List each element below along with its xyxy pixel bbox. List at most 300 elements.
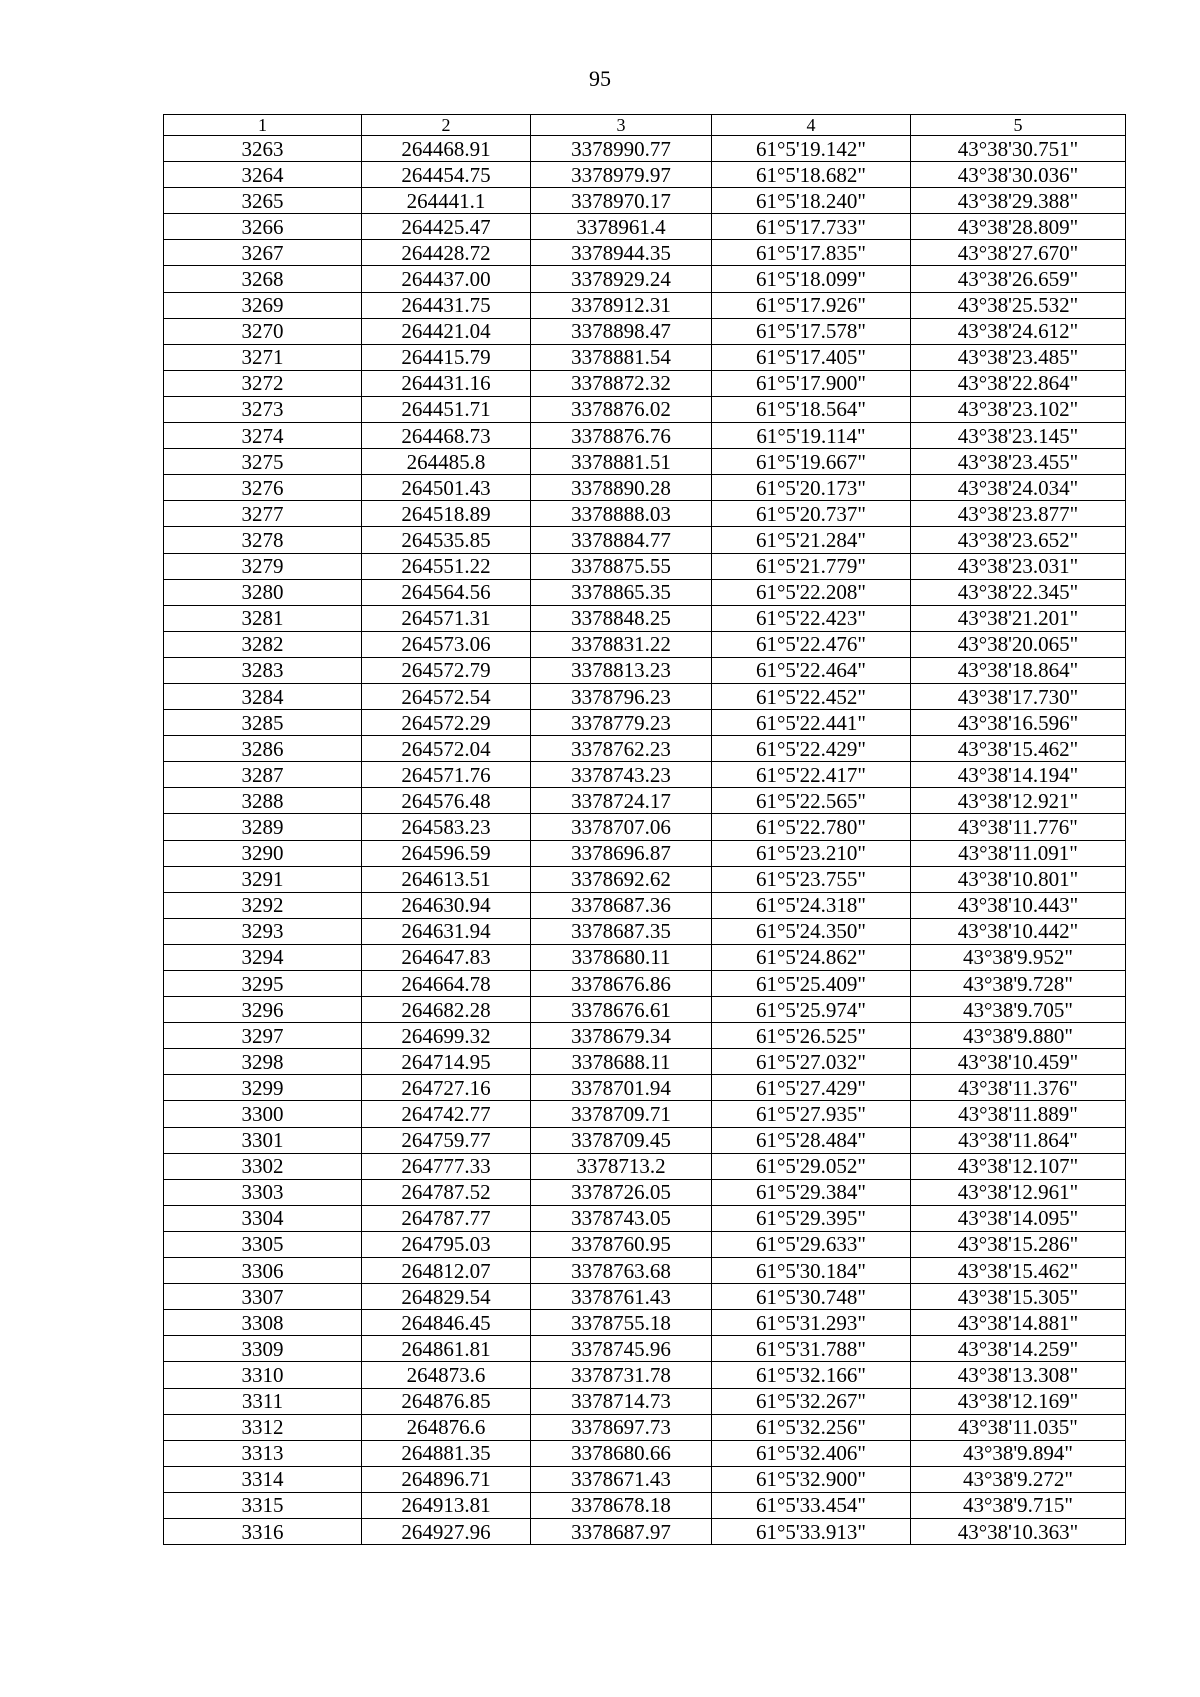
y-coordinate-cell: 3378678.18 (531, 1492, 712, 1518)
point-number-cell: 3287 (164, 762, 362, 788)
latitude-cell: 43°38'22.864" (911, 370, 1126, 396)
y-coordinate-cell: 3378701.94 (531, 1075, 712, 1101)
x-coordinate-cell: 264573.06 (362, 631, 531, 657)
x-coordinate-cell: 264873.6 (362, 1362, 531, 1388)
latitude-cell: 43°38'17.730" (911, 683, 1126, 709)
longitude-cell: 61°5'25.974" (712, 997, 911, 1023)
point-number-cell: 3297 (164, 1023, 362, 1049)
table-row (164, 527, 1126, 553)
y-coordinate-cell: 3378760.95 (531, 1231, 712, 1257)
longitude-cell: 61°5'29.384" (712, 1179, 911, 1205)
longitude-cell: 61°5'22.208" (712, 579, 911, 605)
table-row (164, 1518, 1126, 1544)
y-coordinate-cell: 3378990.77 (531, 136, 712, 162)
table-row (164, 553, 1126, 579)
point-number-cell: 3272 (164, 370, 362, 396)
longitude-cell: 61°5'32.267" (712, 1388, 911, 1414)
latitude-cell: 43°38'30.751" (911, 136, 1126, 162)
longitude-cell: 61°5'33.913" (712, 1518, 911, 1544)
x-coordinate-cell: 264896.71 (362, 1466, 531, 1492)
y-coordinate-cell: 3378888.03 (531, 501, 712, 527)
point-number-cell: 3299 (164, 1075, 362, 1101)
point-number-cell: 3300 (164, 1101, 362, 1127)
point-number-cell: 3271 (164, 344, 362, 370)
point-number-cell: 3311 (164, 1388, 362, 1414)
point-number-cell: 3303 (164, 1179, 362, 1205)
table-row (164, 1466, 1126, 1492)
longitude-cell: 61°5'18.682" (712, 162, 911, 188)
table-row (164, 1388, 1126, 1414)
point-number-cell: 3286 (164, 736, 362, 762)
table-row (164, 423, 1126, 449)
table-row (164, 501, 1126, 527)
point-number-cell: 3309 (164, 1336, 362, 1362)
y-coordinate-cell: 3378912.31 (531, 292, 712, 318)
latitude-cell: 43°38'10.801" (911, 866, 1126, 892)
y-coordinate-cell: 3378745.96 (531, 1336, 712, 1362)
y-coordinate-cell: 3378692.62 (531, 866, 712, 892)
table-row (164, 344, 1126, 370)
x-coordinate-cell: 264571.31 (362, 605, 531, 631)
table-row (164, 1284, 1126, 1310)
table-row (164, 866, 1126, 892)
y-coordinate-cell: 3378680.11 (531, 944, 712, 970)
point-number-cell: 3307 (164, 1284, 362, 1310)
latitude-cell: 43°38'23.455" (911, 449, 1126, 475)
y-coordinate-cell: 3378726.05 (531, 1179, 712, 1205)
point-number-cell: 3302 (164, 1153, 362, 1179)
y-coordinate-cell: 3378876.76 (531, 423, 712, 449)
longitude-cell: 61°5'17.578" (712, 318, 911, 344)
latitude-cell: 43°38'15.305" (911, 1284, 1126, 1310)
x-coordinate-cell: 264787.52 (362, 1179, 531, 1205)
point-number-cell: 3285 (164, 710, 362, 736)
x-coordinate-cell: 264913.81 (362, 1492, 531, 1518)
longitude-cell: 61°5'19.114" (712, 423, 911, 449)
table-row (164, 1075, 1126, 1101)
table-row (164, 188, 1126, 214)
point-number-cell: 3265 (164, 188, 362, 214)
x-coordinate-cell: 264454.75 (362, 162, 531, 188)
point-number-cell: 3315 (164, 1492, 362, 1518)
y-coordinate-cell: 3378679.34 (531, 1023, 712, 1049)
y-coordinate-cell: 3378671.43 (531, 1466, 712, 1492)
point-number-cell: 3275 (164, 449, 362, 475)
column-header-4: 4 (712, 115, 911, 136)
y-coordinate-cell: 3378970.17 (531, 188, 712, 214)
latitude-cell: 43°38'15.462" (911, 1258, 1126, 1284)
x-coordinate-cell: 264468.91 (362, 136, 531, 162)
point-number-cell: 3292 (164, 892, 362, 918)
longitude-cell: 61°5'19.667" (712, 449, 911, 475)
coordinates-table (163, 114, 1126, 1545)
point-number-cell: 3274 (164, 423, 362, 449)
table-header (164, 115, 1126, 136)
table-row (164, 1231, 1126, 1257)
table-row (164, 1310, 1126, 1336)
x-coordinate-cell: 264682.28 (362, 997, 531, 1023)
y-coordinate-cell: 3378872.32 (531, 370, 712, 396)
latitude-cell: 43°38'10.363" (911, 1518, 1126, 1544)
latitude-cell: 43°38'12.961" (911, 1179, 1126, 1205)
longitude-cell: 61°5'19.142" (712, 136, 911, 162)
longitude-cell: 61°5'32.166" (712, 1362, 911, 1388)
table-row (164, 710, 1126, 736)
table-row (164, 266, 1126, 292)
y-coordinate-cell: 3378763.68 (531, 1258, 712, 1284)
latitude-cell: 43°38'11.091" (911, 840, 1126, 866)
table-row (164, 1179, 1126, 1205)
table-row (164, 736, 1126, 762)
table-row (164, 475, 1126, 501)
latitude-cell: 43°38'25.532" (911, 292, 1126, 318)
y-coordinate-cell: 3378979.97 (531, 162, 712, 188)
point-number-cell: 3267 (164, 240, 362, 266)
point-number-cell: 3282 (164, 631, 362, 657)
latitude-cell: 43°38'30.036" (911, 162, 1126, 188)
x-coordinate-cell: 264572.29 (362, 710, 531, 736)
latitude-cell: 43°38'10.459" (911, 1049, 1126, 1075)
y-coordinate-cell: 3378676.86 (531, 971, 712, 997)
point-number-cell: 3310 (164, 1362, 362, 1388)
y-coordinate-cell: 3378696.87 (531, 840, 712, 866)
latitude-cell: 43°38'9.952" (911, 944, 1126, 970)
point-number-cell: 3305 (164, 1231, 362, 1257)
longitude-cell: 61°5'27.935" (712, 1101, 911, 1127)
longitude-cell: 61°5'27.032" (712, 1049, 911, 1075)
x-coordinate-cell: 264927.96 (362, 1518, 531, 1544)
latitude-cell: 43°38'20.065" (911, 631, 1126, 657)
latitude-cell: 43°38'14.194" (911, 762, 1126, 788)
column-header-2: 2 (362, 115, 531, 136)
point-number-cell: 3312 (164, 1414, 362, 1440)
y-coordinate-cell: 3378688.11 (531, 1049, 712, 1075)
point-number-cell: 3304 (164, 1205, 362, 1231)
y-coordinate-cell: 3378707.06 (531, 814, 712, 840)
latitude-cell: 43°38'21.201" (911, 605, 1126, 631)
latitude-cell: 43°38'16.596" (911, 710, 1126, 736)
x-coordinate-cell: 264425.47 (362, 214, 531, 240)
y-coordinate-cell: 3378881.51 (531, 449, 712, 475)
point-number-cell: 3279 (164, 553, 362, 579)
y-coordinate-cell: 3378944.35 (531, 240, 712, 266)
table-row (164, 1336, 1126, 1362)
longitude-cell: 61°5'20.737" (712, 501, 911, 527)
longitude-cell: 61°5'22.464" (712, 657, 911, 683)
longitude-cell: 61°5'18.240" (712, 188, 911, 214)
longitude-cell: 61°5'24.862" (712, 944, 911, 970)
latitude-cell: 43°38'9.894" (911, 1440, 1126, 1466)
point-number-cell: 3270 (164, 318, 362, 344)
point-number-cell: 3281 (164, 605, 362, 631)
y-coordinate-cell: 3378884.77 (531, 527, 712, 553)
table-row (164, 657, 1126, 683)
longitude-cell: 61°5'22.429" (712, 736, 911, 762)
longitude-cell: 61°5'29.633" (712, 1231, 911, 1257)
latitude-cell: 43°38'9.272" (911, 1466, 1126, 1492)
table-row (164, 631, 1126, 657)
y-coordinate-cell: 3378687.36 (531, 892, 712, 918)
latitude-cell: 43°38'26.659" (911, 266, 1126, 292)
table-row (164, 1362, 1126, 1388)
x-coordinate-cell: 264415.79 (362, 344, 531, 370)
table-row (164, 605, 1126, 631)
table-row (164, 1127, 1126, 1153)
x-coordinate-cell: 264846.45 (362, 1310, 531, 1336)
table-row (164, 840, 1126, 866)
x-coordinate-cell: 264441.1 (362, 188, 531, 214)
table-row (164, 814, 1126, 840)
latitude-cell: 43°38'15.286" (911, 1231, 1126, 1257)
point-number-cell: 3289 (164, 814, 362, 840)
y-coordinate-cell: 3378743.05 (531, 1205, 712, 1231)
x-coordinate-cell: 264468.73 (362, 423, 531, 449)
x-coordinate-cell: 264428.72 (362, 240, 531, 266)
x-coordinate-cell: 264572.54 (362, 683, 531, 709)
longitude-cell: 61°5'22.476" (712, 631, 911, 657)
longitude-cell: 61°5'31.788" (712, 1336, 911, 1362)
latitude-cell: 43°38'12.107" (911, 1153, 1126, 1179)
longitude-cell: 61°5'33.454" (712, 1492, 911, 1518)
table-row (164, 683, 1126, 709)
longitude-cell: 61°5'30.748" (712, 1284, 911, 1310)
y-coordinate-cell: 3378724.17 (531, 788, 712, 814)
longitude-cell: 61°5'17.926" (712, 292, 911, 318)
latitude-cell: 43°38'11.864" (911, 1127, 1126, 1153)
table-row (164, 1023, 1126, 1049)
latitude-cell: 43°38'18.864" (911, 657, 1126, 683)
longitude-cell: 61°5'28.484" (712, 1127, 911, 1153)
latitude-cell: 43°38'23.031" (911, 553, 1126, 579)
table-row (164, 449, 1126, 475)
table-row (164, 579, 1126, 605)
x-coordinate-cell: 264631.94 (362, 918, 531, 944)
point-number-cell: 3313 (164, 1440, 362, 1466)
y-coordinate-cell: 3378731.78 (531, 1362, 712, 1388)
y-coordinate-cell: 3378743.23 (531, 762, 712, 788)
longitude-cell: 61°5'32.900" (712, 1466, 911, 1492)
table-row (164, 918, 1126, 944)
table-row (164, 292, 1126, 318)
table-row (164, 1049, 1126, 1075)
point-number-cell: 3290 (164, 840, 362, 866)
latitude-cell: 43°38'11.376" (911, 1075, 1126, 1101)
latitude-cell: 43°38'24.612" (911, 318, 1126, 344)
latitude-cell: 43°38'14.095" (911, 1205, 1126, 1231)
header-row (164, 115, 1126, 136)
x-coordinate-cell: 264630.94 (362, 892, 531, 918)
point-number-cell: 3308 (164, 1310, 362, 1336)
x-coordinate-cell: 264583.23 (362, 814, 531, 840)
point-number-cell: 3291 (164, 866, 362, 892)
y-coordinate-cell: 3378881.54 (531, 344, 712, 370)
table-row (164, 136, 1126, 162)
x-coordinate-cell: 264564.56 (362, 579, 531, 605)
longitude-cell: 61°5'32.256" (712, 1414, 911, 1440)
longitude-cell: 61°5'24.318" (712, 892, 911, 918)
x-coordinate-cell: 264777.33 (362, 1153, 531, 1179)
point-number-cell: 3264 (164, 162, 362, 188)
table-row (164, 1414, 1126, 1440)
table-row (164, 1492, 1126, 1518)
y-coordinate-cell: 3378676.61 (531, 997, 712, 1023)
y-coordinate-cell: 3378890.28 (531, 475, 712, 501)
x-coordinate-cell: 264881.35 (362, 1440, 531, 1466)
longitude-cell: 61°5'27.429" (712, 1075, 911, 1101)
y-coordinate-cell: 3378680.66 (531, 1440, 712, 1466)
longitude-cell: 61°5'21.284" (712, 527, 911, 553)
table-row (164, 971, 1126, 997)
table-row (164, 788, 1126, 814)
x-coordinate-cell: 264437.00 (362, 266, 531, 292)
longitude-cell: 61°5'26.525" (712, 1023, 911, 1049)
x-coordinate-cell: 264421.04 (362, 318, 531, 344)
x-coordinate-cell: 264596.59 (362, 840, 531, 866)
y-coordinate-cell: 3378709.71 (531, 1101, 712, 1127)
point-number-cell: 3306 (164, 1258, 362, 1284)
point-number-cell: 3266 (164, 214, 362, 240)
x-coordinate-cell: 264451.71 (362, 396, 531, 422)
latitude-cell: 43°38'22.345" (911, 579, 1126, 605)
point-number-cell: 3301 (164, 1127, 362, 1153)
longitude-cell: 61°5'22.780" (712, 814, 911, 840)
latitude-cell: 43°38'14.259" (911, 1336, 1126, 1362)
longitude-cell: 61°5'23.755" (712, 866, 911, 892)
point-number-cell: 3293 (164, 918, 362, 944)
longitude-cell: 61°5'17.900" (712, 370, 911, 396)
point-number-cell: 3280 (164, 579, 362, 605)
latitude-cell: 43°38'23.652" (911, 527, 1126, 553)
x-coordinate-cell: 264501.43 (362, 475, 531, 501)
x-coordinate-cell: 264664.78 (362, 971, 531, 997)
point-number-cell: 3276 (164, 475, 362, 501)
x-coordinate-cell: 264861.81 (362, 1336, 531, 1362)
page-number: 95 (589, 66, 611, 91)
x-coordinate-cell: 264518.89 (362, 501, 531, 527)
table-row (164, 997, 1126, 1023)
longitude-cell: 61°5'22.417" (712, 762, 911, 788)
y-coordinate-cell: 3378929.24 (531, 266, 712, 292)
y-coordinate-cell: 3378713.2 (531, 1153, 712, 1179)
longitude-cell: 61°5'22.565" (712, 788, 911, 814)
longitude-cell: 61°5'17.835" (712, 240, 911, 266)
point-number-cell: 3316 (164, 1518, 362, 1544)
y-coordinate-cell: 3378961.4 (531, 214, 712, 240)
y-coordinate-cell: 3378875.55 (531, 553, 712, 579)
latitude-cell: 43°38'15.462" (911, 736, 1126, 762)
longitude-cell: 61°5'31.293" (712, 1310, 911, 1336)
latitude-cell: 43°38'9.705" (911, 997, 1126, 1023)
latitude-cell: 43°38'13.308" (911, 1362, 1126, 1388)
point-number-cell: 3263 (164, 136, 362, 162)
latitude-cell: 43°38'23.145" (911, 423, 1126, 449)
y-coordinate-cell: 3378714.73 (531, 1388, 712, 1414)
y-coordinate-cell: 3378779.23 (531, 710, 712, 736)
table-row (164, 1205, 1126, 1231)
x-coordinate-cell: 264829.54 (362, 1284, 531, 1310)
y-coordinate-cell: 3378848.25 (531, 605, 712, 631)
y-coordinate-cell: 3378697.73 (531, 1414, 712, 1440)
latitude-cell: 43°38'10.442" (911, 918, 1126, 944)
x-coordinate-cell: 264431.75 (362, 292, 531, 318)
longitude-cell: 61°5'29.052" (712, 1153, 911, 1179)
x-coordinate-cell: 264876.6 (362, 1414, 531, 1440)
point-number-cell: 3268 (164, 266, 362, 292)
longitude-cell: 61°5'21.779" (712, 553, 911, 579)
longitude-cell: 61°5'30.184" (712, 1258, 911, 1284)
table-body (164, 136, 1126, 1545)
latitude-cell: 43°38'11.889" (911, 1101, 1126, 1127)
y-coordinate-cell: 3378796.23 (531, 683, 712, 709)
point-number-cell: 3283 (164, 657, 362, 683)
table-row (164, 162, 1126, 188)
latitude-cell: 43°38'23.877" (911, 501, 1126, 527)
x-coordinate-cell: 264572.79 (362, 657, 531, 683)
x-coordinate-cell: 264742.77 (362, 1101, 531, 1127)
x-coordinate-cell: 264535.85 (362, 527, 531, 553)
y-coordinate-cell: 3378709.45 (531, 1127, 712, 1153)
point-number-cell: 3269 (164, 292, 362, 318)
longitude-cell: 61°5'23.210" (712, 840, 911, 866)
latitude-cell: 43°38'9.728" (911, 971, 1126, 997)
latitude-cell: 43°38'29.388" (911, 188, 1126, 214)
x-coordinate-cell: 264485.8 (362, 449, 531, 475)
longitude-cell: 61°5'18.564" (712, 396, 911, 422)
longitude-cell: 61°5'17.733" (712, 214, 911, 240)
y-coordinate-cell: 3378865.35 (531, 579, 712, 605)
y-coordinate-cell: 3378876.02 (531, 396, 712, 422)
longitude-cell: 61°5'32.406" (712, 1440, 911, 1466)
point-number-cell: 3273 (164, 396, 362, 422)
table-row (164, 1258, 1126, 1284)
x-coordinate-cell: 264876.85 (362, 1388, 531, 1414)
y-coordinate-cell: 3378755.18 (531, 1310, 712, 1336)
x-coordinate-cell: 264571.76 (362, 762, 531, 788)
latitude-cell: 43°38'27.670" (911, 240, 1126, 266)
latitude-cell: 43°38'11.776" (911, 814, 1126, 840)
latitude-cell: 43°38'24.034" (911, 475, 1126, 501)
latitude-cell: 43°38'12.921" (911, 788, 1126, 814)
x-coordinate-cell: 264551.22 (362, 553, 531, 579)
y-coordinate-cell: 3378687.35 (531, 918, 712, 944)
x-coordinate-cell: 264699.32 (362, 1023, 531, 1049)
x-coordinate-cell: 264787.77 (362, 1205, 531, 1231)
column-header-1: 1 (164, 115, 362, 136)
x-coordinate-cell: 264613.51 (362, 866, 531, 892)
longitude-cell: 61°5'18.099" (712, 266, 911, 292)
longitude-cell: 61°5'22.452" (712, 683, 911, 709)
y-coordinate-cell: 3378813.23 (531, 657, 712, 683)
latitude-cell: 43°38'9.715" (911, 1492, 1126, 1518)
table-row (164, 892, 1126, 918)
longitude-cell: 61°5'22.441" (712, 710, 911, 736)
latitude-cell: 43°38'10.443" (911, 892, 1126, 918)
longitude-cell: 61°5'24.350" (712, 918, 911, 944)
y-coordinate-cell: 3378831.22 (531, 631, 712, 657)
table-row (164, 240, 1126, 266)
longitude-cell: 61°5'22.423" (712, 605, 911, 631)
table-row (164, 214, 1126, 240)
longitude-cell: 61°5'29.395" (712, 1205, 911, 1231)
latitude-cell: 43°38'28.809" (911, 214, 1126, 240)
x-coordinate-cell: 264812.07 (362, 1258, 531, 1284)
latitude-cell: 43°38'12.169" (911, 1388, 1126, 1414)
table-row (164, 1440, 1126, 1466)
y-coordinate-cell: 3378898.47 (531, 318, 712, 344)
point-number-cell: 3298 (164, 1049, 362, 1075)
x-coordinate-cell: 264431.16 (362, 370, 531, 396)
x-coordinate-cell: 264647.83 (362, 944, 531, 970)
